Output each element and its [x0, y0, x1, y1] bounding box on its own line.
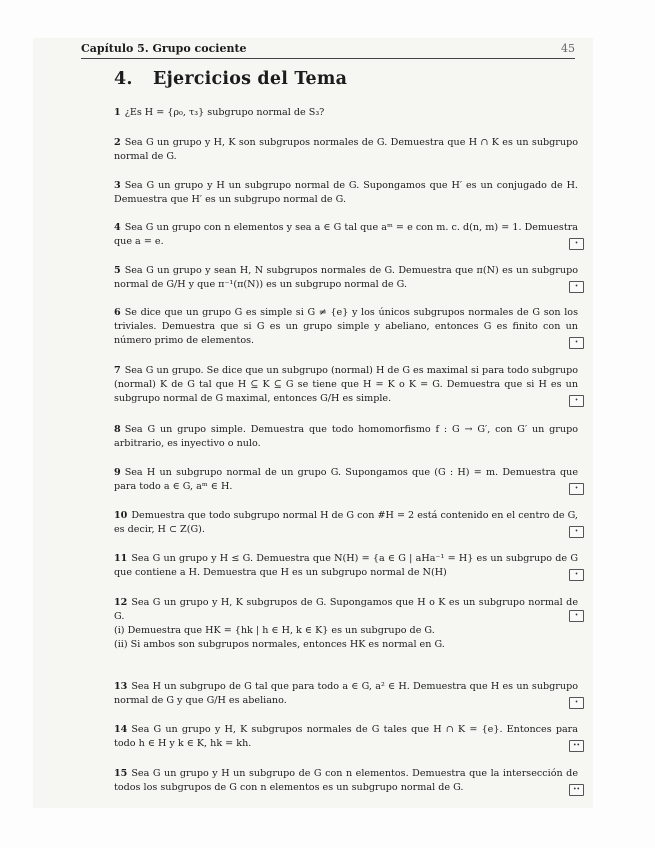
exercise-8: [114, 423, 578, 451]
difficulty-mark-icon: •: [569, 610, 584, 622]
difficulty-mark-icon: •: [569, 483, 584, 495]
exercise-15: [114, 767, 581, 795]
exercise-text: Sea G un grupo y H, K son subgrupos normales de G. Demuestra que H ∩ K es un subgrupo normal de G.: [114, 137, 578, 162]
exercise-text: Sea G un grupo y H, K subgrupos de G. Supongamos que H o K es un subgrupo normal de G.: [114, 597, 578, 622]
exercise-number: 2: [114, 137, 121, 148]
exercise-10: [114, 509, 578, 537]
difficulty-mark-icon: ••: [569, 784, 584, 796]
difficulty-mark-icon: ••: [569, 740, 584, 752]
exercise-text: Se dice que un grupo G es simple si G ≠ {e} y los únicos subgrupos normales de G son los triviales. Demuestra que si G es un grupo simple y abeliano, entonces G es finito con un número primo de elementos.: [114, 307, 578, 346]
difficulty-mark-icon: •: [569, 337, 584, 349]
section-title: Ejercicios del Tema: [152, 69, 348, 89]
exercise-text: Sea G un grupo y H, K subgrupos normales de G tales que H ∩ K = {e}. Entonces para todo h ∈ H y k ∈ K, hk = kh.: [114, 724, 578, 749]
exercise-subitem-ii: (ii) Si ambos son subgrupos normales, entonces HK es normal en G.: [114, 639, 445, 650]
page-number: 45: [561, 42, 575, 55]
difficulty-mark-icon: •: [569, 526, 584, 538]
exercise-12: [114, 596, 578, 652]
section-heading: [114, 69, 347, 89]
exercise-number: 13: [114, 681, 128, 692]
exercise-text: Sea G un grupo y H ≤ G. Demuestra que N(H) = {a ∈ G | aHa⁻¹ = H} es un subgrupo de G que contiene a H. Demuestra que H es un subgrupo normal de N(H): [114, 553, 578, 578]
exercise-number: 11: [114, 553, 128, 564]
exercise-3: [114, 179, 578, 207]
exercise-subitem-i: (i) Demuestra que HK = {hk | h ∈ H, k ∈ K} es un subgrupo de G.: [114, 625, 435, 636]
exercise-9: [114, 466, 578, 494]
exercise-number: 12: [114, 597, 128, 608]
exercise-text: Sea H un subgrupo de G tal que para todo a ∈ G, a² ∈ H. Demuestra que H es un subgrupo normal de G y que G/H es abeliano.: [114, 681, 578, 706]
chapter-title: Capítulo 5. Grupo cociente: [81, 42, 247, 55]
exercise-number: 6: [114, 307, 121, 318]
exercise-number: 15: [114, 768, 128, 779]
exercise-4: [114, 221, 578, 249]
difficulty-mark-icon: •: [569, 281, 584, 293]
exercise-number: 4: [114, 222, 121, 233]
exercise-number: 3: [114, 180, 121, 191]
exercise-number: 7: [114, 365, 121, 376]
exercise-number: 8: [114, 424, 121, 435]
exercise-number: 10: [114, 510, 128, 521]
exercise-text: Sea G un grupo y H un subgrupo normal de G. Supongamos que H′ es un conjugado de H. Demuestra que H′ es un subgrupo normal de G.: [114, 180, 578, 205]
exercise-number: 5: [114, 265, 121, 276]
section-number: 4.: [114, 69, 133, 89]
exercise-text: ¿Es H = {ρ₀, τ₃} subgrupo normal de S₃?: [124, 107, 325, 118]
exercise-13: [114, 680, 578, 708]
exercise-number: 9: [114, 467, 121, 478]
exercise-text: Sea H un subgrupo normal de un grupo G. Supongamos que (G : H) = m. Demuestra que para todo a ∈ G, aᵐ ∈ H.: [114, 467, 578, 492]
exercise-text: Sea G un grupo simple. Demuestra que todo homomorfismo f : G → G′, con G′ un grupo arbitrario, es inyectivo o nulo.: [114, 424, 578, 449]
exercise-number: 1: [114, 107, 121, 118]
exercise-6: [114, 306, 578, 348]
exercise-7: [114, 364, 578, 406]
difficulty-mark-icon: •: [569, 395, 584, 407]
exercise-5: [114, 264, 578, 292]
exercise-text: Sea G un grupo con n elementos y sea a ∈ G tal que aᵐ = e con m. c. d(n, m) = 1. Demuestra que a = e.: [114, 222, 578, 247]
exercise-text: Sea G un grupo y H un subgrupo de G con n elementos. Demuestra que la intersección de todos los subgrupos de G con n elementos es un subgrupo normal de G.: [114, 768, 578, 793]
difficulty-mark-icon: •: [569, 569, 584, 581]
exercise-2: [114, 136, 578, 164]
exercise-text: Sea G un grupo. Se dice que un subgrupo (normal) H de G es maximal si para todo subgrupo (normal) K de G tal que H ⊆ K ⊆ G se tiene que H = K o K = G. Demuestra que si H es un subgrupo normal de G maximal, entonces G/H es simple.: [114, 365, 578, 404]
exercise-number: 14: [114, 724, 128, 735]
exercise-14: [114, 723, 581, 751]
difficulty-mark-icon: •: [569, 697, 584, 709]
difficulty-mark-icon: •: [569, 238, 584, 250]
exercise-1: [114, 106, 578, 120]
running-header: [81, 42, 575, 59]
exercise-text: Demuestra que todo subgrupo normal H de G con #H = 2 está contenido en el centro de G, es decir, H ⊂ Z(G).: [114, 510, 578, 535]
exercise-11: [114, 552, 578, 580]
exercise-text: Sea G un grupo y sean H, N subgrupos normales de G. Demuestra que π(N) es un subgrupo normal de G/H y que π⁻¹(π(N)) es un subgrupo normal de G.: [114, 265, 578, 290]
